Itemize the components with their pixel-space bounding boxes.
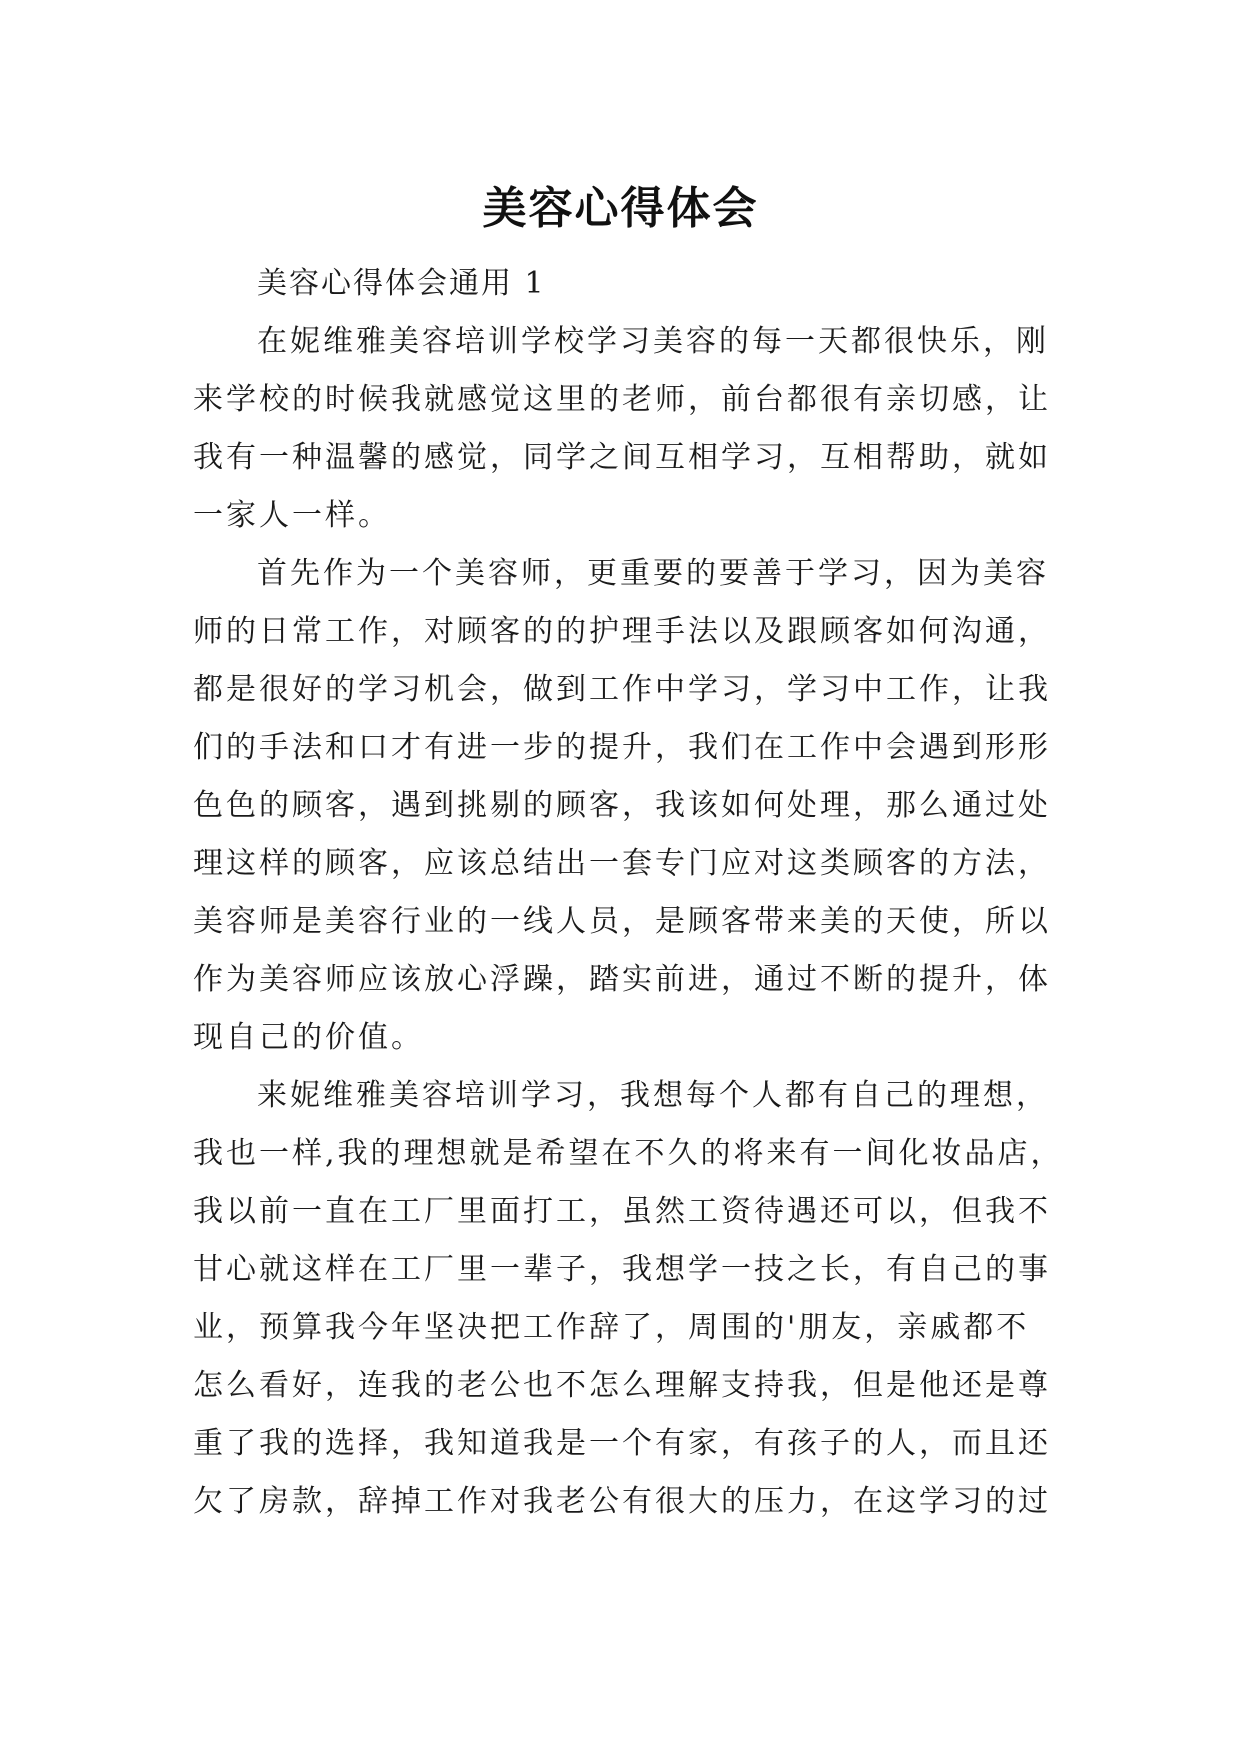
paragraph-line: 作为美容师应该放心浮躁，踏实前进，通过不断的提升，体 [193,962,1051,997]
paragraph-2 [193,545,1053,1067]
paragraph-line: 一家人一样。 [193,498,391,533]
paragraph-line: 我以前一直在工厂里面打工，虽然工资待遇还可以，但我不 [193,1194,1051,1229]
paragraph-line: 师的日常工作，对顾客的的护理手法以及跟顾客如何沟通， [193,614,1051,649]
document-body [193,255,1064,1531]
paragraph-line: 来学校的时候我就感觉这里的老师，前台都很有亲切感，让 [193,382,1051,417]
paragraph-line: 美容师是美容行业的一线人员，是顾客带来美的天使，所以 [193,904,1051,939]
document-title: 美容心得体会 [482,183,759,235]
paragraph-line: 我有一种温馨的感觉，同学之间互相学习，互相帮助，就如 [193,440,1051,475]
paragraph-line: 甘心就这样在工厂里一辈子，我想学一技之长，有自己的事 [193,1252,1051,1287]
paragraph-line: 业，预算我今年坚决把工作辞了，周围的'朋友，亲戚都不 [193,1310,1030,1345]
paragraph-line: 我也一样,我的理想就是希望在不久的将来有一间化妆品店， [193,1136,1064,1171]
paragraph-line: 欠了房款，辞掉工作对我老公有很大的压力，在这学习的过 [193,1484,1051,1519]
section-subheading: 美容心得体会通用 1 [257,266,546,301]
paragraph-line: 来妮维雅美容培训学习，我想每个人都有自己的理想， [257,1078,1049,1113]
paragraph-line: 现自己的价值。 [193,1020,424,1055]
paragraph-3 [193,1067,1064,1531]
paragraph-line: 怎么看好，连我的老公也不怎么理解支持我，但是他还是尊 [193,1368,1051,1403]
paragraph-line: 色色的顾客，遇到挑剔的顾客，我该如何处理，那么通过处 [193,788,1051,823]
paragraph-line: 在妮维雅美容培训学校学习美容的每一天都很快乐，刚 [257,324,1049,359]
paragraph-line: 理这样的顾客，应该总结出一套专门应对这类顾客的方法， [193,846,1051,881]
paragraph-line: 们的手法和口才有进一步的提升，我们在工作中会遇到形形 [193,730,1051,765]
paragraph-1 [193,313,1053,545]
paragraph-line: 重了我的选择，我知道我是一个有家，有孩子的人，而且还 [193,1426,1051,1461]
paragraph-line: 都是很好的学习机会，做到工作中学习，学习中工作，让我 [193,672,1051,707]
paragraph-line: 首先作为一个美容师，更重要的要善于学习，因为美容 [257,556,1049,591]
